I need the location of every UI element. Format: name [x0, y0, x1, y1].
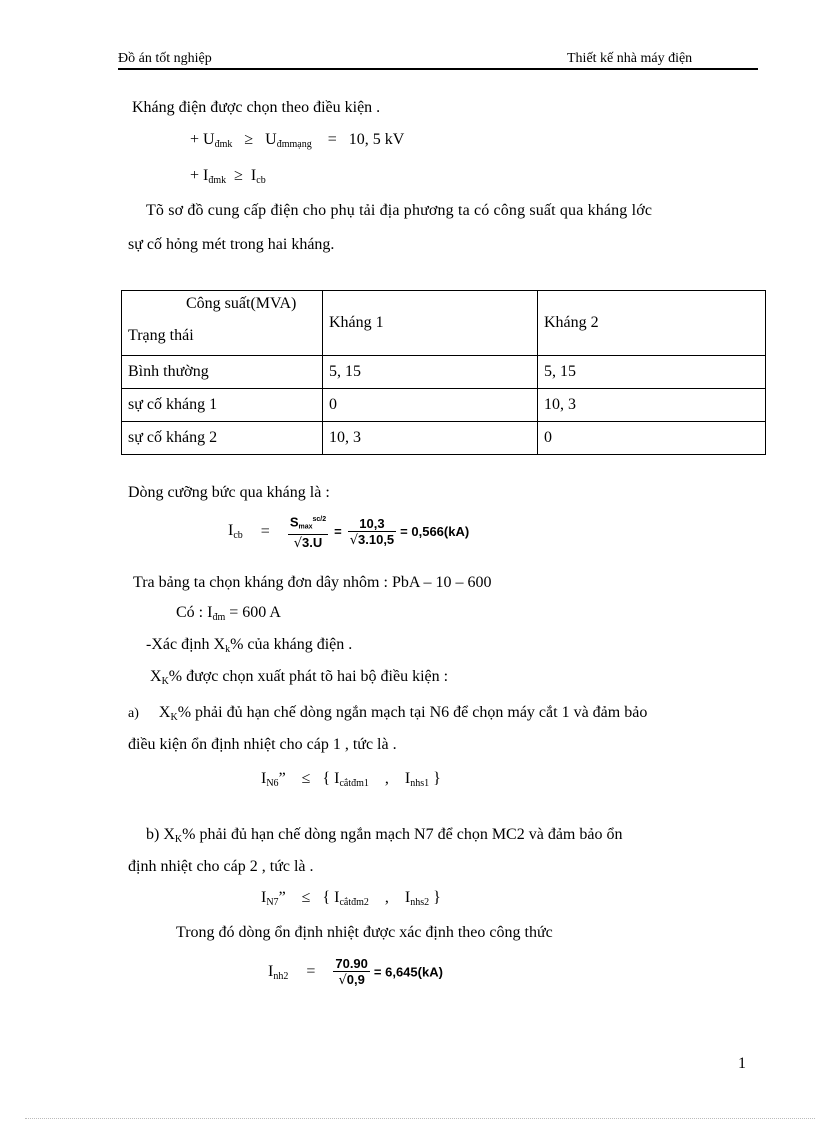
xk-conditions-line: $X_K\%$ được chọn xuất phát tõ hai bộ điều kiện :	[150, 668, 449, 687]
rated-current-line: Có : $I_{đm} = 600$ A	[176, 604, 281, 623]
condition-a-formula: $I_{N6}$” ≤ { $I_{cắtđm1}$ , $I_{nhs1}$ }	[261, 770, 441, 789]
condition-b-line-2: định nhiệt cho cáp 2 , tức là .	[128, 858, 314, 875]
table-header-row	[122, 291, 766, 356]
row-state: Bình thường	[122, 356, 323, 389]
power-table	[121, 290, 766, 455]
condition-voltage: + $U_{đmk}$ ≥ $U_{đmmạng}$ = 10, 5 kV	[190, 131, 405, 150]
inh-formula: $I_{nh2}$ = $\frac{70.90}{√0,9}$ = 6,645(kA)	[268, 956, 443, 988]
paragraph-line-1: Tõ sơ đồ cung cấp điện cho phụ tải địa phương ta có công suất qua kháng lớc	[146, 202, 653, 219]
icb-formula: $I_{cb}$ = $\frac{S_{max}^{sc/2}}{√3.U}$ = $\frac{10,3}{√3.10,5}$ = 0,566(kA)	[228, 512, 469, 551]
choice-line: Tra bảng ta chọn kháng đơn dây nhôm : PbA – 10 – 600	[133, 574, 492, 591]
condition-b-formula: $I_{N7}$” ≤ { $I_{cắtđm2}$ , $I_{nhs2}$ }	[261, 889, 441, 908]
corner-bottom-label: Trạng thái	[128, 327, 194, 344]
table-row	[122, 389, 766, 422]
corner-top-label: Công suất(MVA)	[186, 295, 297, 312]
inh-intro: Trong đó dòng ổn định nhiệt được xác định theo công thức	[176, 924, 553, 941]
header-khang-1: Kháng 1	[323, 291, 538, 356]
row-k1: 10, 3	[323, 422, 538, 455]
inh-result: = 6,645(kA)	[373, 964, 443, 980]
row-state: sự cố kháng 2	[122, 422, 323, 455]
row-k2: 5, 15	[538, 356, 766, 389]
row-k1: 0	[323, 389, 538, 422]
header-right: Thiết kế nhà máy điện	[567, 51, 693, 66]
row-k2: 0	[538, 422, 766, 455]
condition-b-line-1: b) $X_K\%$ phải đủ hạn chế dòng ngắn mạch N7 để chọn MC2 và đảm bảo ổn	[146, 826, 623, 845]
row-k2: 10, 3	[538, 389, 766, 422]
paragraph-line-2: sự cố hỏng mét trong hai kháng.	[128, 236, 335, 253]
corner-cell	[122, 291, 323, 356]
row-state: sự cố kháng 1	[122, 389, 323, 422]
row-k1: 5, 15	[323, 356, 538, 389]
inh-fraction: $\frac{70.90}{√0,9}$	[335, 956, 368, 988]
icb-fraction-2: $\frac{10,3}{√3.10,5}$	[349, 515, 395, 548]
header-khang-2: Kháng 2	[538, 291, 766, 356]
icb-result: = 0,566(kA)	[400, 524, 470, 540]
condition-a-line-1: a) $X_K\%$ phải đủ hạn chế dòng ngắn mạch tại N6 để chọn máy cắt 1 và đảm bảo	[128, 704, 648, 723]
header-left: Đồ án tốt nghiệp	[118, 51, 212, 66]
table-row	[122, 422, 766, 455]
xk-determine-line: -Xác định $X_k\%$ của kháng điện .	[146, 636, 353, 655]
icb-fraction-1: $\frac{S_{max}^{sc/2}}{√3.U}$	[288, 512, 328, 551]
header-rule	[118, 68, 758, 70]
intro-line: Kháng điện được chọn theo điều kiện .	[132, 99, 381, 116]
table-row	[122, 356, 766, 389]
page-number: 1	[738, 1055, 746, 1072]
page-bottom-divider	[25, 1118, 815, 1119]
icb-intro: Dòng cưỡng bức qua kháng là :	[128, 484, 330, 501]
condition-a-line-2: điều kiện ổn định nhiệt cho cáp 1 , tức là .	[128, 736, 397, 753]
condition-current: + $I_{đmk} \ge I_{cb}$	[190, 167, 266, 186]
